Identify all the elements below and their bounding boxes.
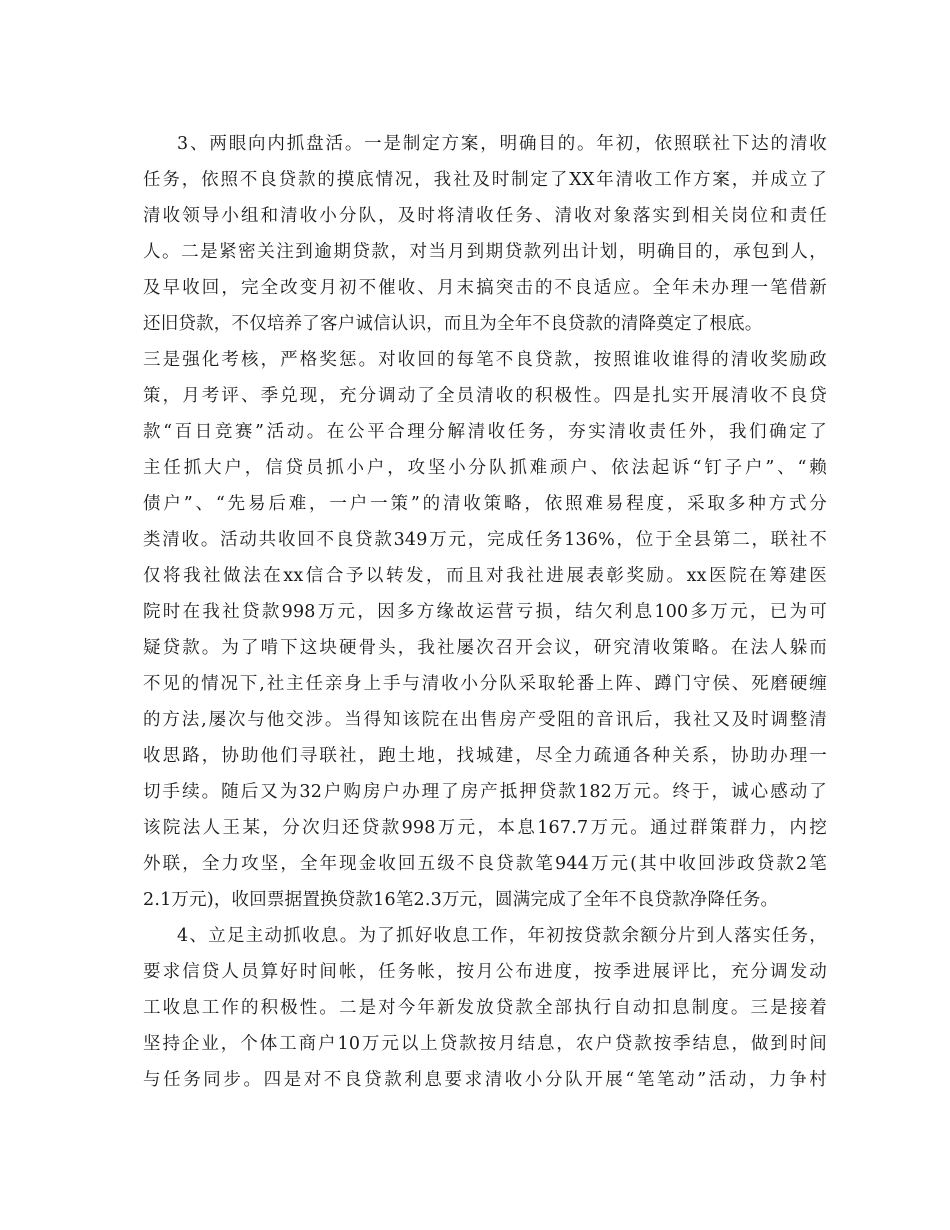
text-line: 款“百日竞赛”活动。在公平合理分解清收任务，夯实清收责任外，我们确定了 (143, 422, 827, 442)
text-line: 不见的情况下,社主任亲身上手与清收小分队采取轮番上阵、蹲门守侯、死磨硬缠 (143, 674, 827, 694)
text-line: 要求信贷人员算好时间帐，任务帐，按月公布进度，按季进展评比，充分调发动 (143, 962, 827, 982)
text-line: 的方法,屡次与他交涉。当得知该院在出售房产受阻的音讯后，我社又及时调整清 (143, 710, 827, 730)
text-line: 清收领导小组和清收小分队，及时将清收任务、清收对象落实到相关岗位和责任 (143, 206, 827, 226)
text-line: 切手续。随后又为32户购房户办理了房产抵押贷款182万元。终于，诚心感动了 (143, 782, 827, 802)
text-line: 人。二是紧密关注到逾期贷款，对当月到期贷款列出计划，明确目的，承包到人， (143, 242, 827, 262)
text-line: 收思路，协助他们寻联社，跑土地，找城建，尽全力疏通各种关系，协助办理一 (143, 746, 827, 766)
text-line: 与任务同步。四是对不良贷款利息要求清收小分队开展“笔笔动”活动，力争村 (143, 1070, 827, 1090)
text-line: 工收息工作的积极性。二是对今年新发放贷款全部执行自动扣息制度。三是接着 (143, 998, 827, 1018)
text-line: 仅将我社做法在xx信合予以转发，而且对我社进展表彰奖励。xx医院在筹建医 (143, 566, 827, 586)
text-line: 类清收。活动共收回不良贷款349万元，完成任务136%，位于全县第二，联社不 (143, 530, 827, 550)
text-line: 外联，全力攻坚，全年现金收回五级不良贷款笔944万元(其中收回涉政贷款2笔 (143, 854, 827, 874)
text-line: 三是强化考核，严格奖惩。对收回的每笔不良贷款，按照谁收谁得的清收奖励政 (143, 350, 827, 370)
text-line: 疑贷款。为了啃下这块硬骨头，我社屡次召开会议，研究清收策略。在法人躲而 (143, 638, 827, 658)
text-line: 该院法人王某，分次归还贷款998万元，本息167.7万元。通过群策群力，内挖 (143, 818, 827, 838)
text-line: 债户”、“先易后难，一户一策”的清收策略，依照难易程度，采取多种方式分 (143, 494, 827, 514)
text-line: 还旧贷款，不仅培养了客户诚信认识，而且为全年不良贷款的清降奠定了根底。 (143, 314, 763, 334)
text-line: 任务，依照不良贷款的摸底情况，我社及时制定了XX年清收工作方案，并成立了 (143, 170, 827, 190)
text-line: 及早收回，完全改变月初不催收、月末搞突击的不良适应。全年未办理一笔借新 (143, 278, 827, 298)
text-line: 坚持企业，个体工商户10万元以上贷款按月结息，农户贷款按季结息，做到时间 (143, 1034, 827, 1054)
text-line: 院时在我社贷款998万元，因多方缘故运营亏损，结欠利息100多万元，已为可 (143, 602, 827, 622)
text-line: 2.1万元)，收回票据置换贷款16笔2.3万元，圆满完成了全年不良贷款净降任务。 (143, 890, 779, 910)
text-line: 主任抓大户，信贷员抓小户，攻坚小分队抓难顽户、依法起诉“钉子户”、“赖 (143, 458, 827, 478)
text-line: 3、两眼向内抓盘活。一是制定方案，明确目的。年初，依照联社下达的清收 (177, 134, 827, 154)
text-line: 策，月考评、季兑现，充分调动了全员清收的积极性。四是扎实开展清收不良贷 (143, 386, 827, 406)
text-line: 4、立足主动抓收息。为了抓好收息工作，年初按贷款余额分片到人落实任务， (177, 926, 827, 946)
